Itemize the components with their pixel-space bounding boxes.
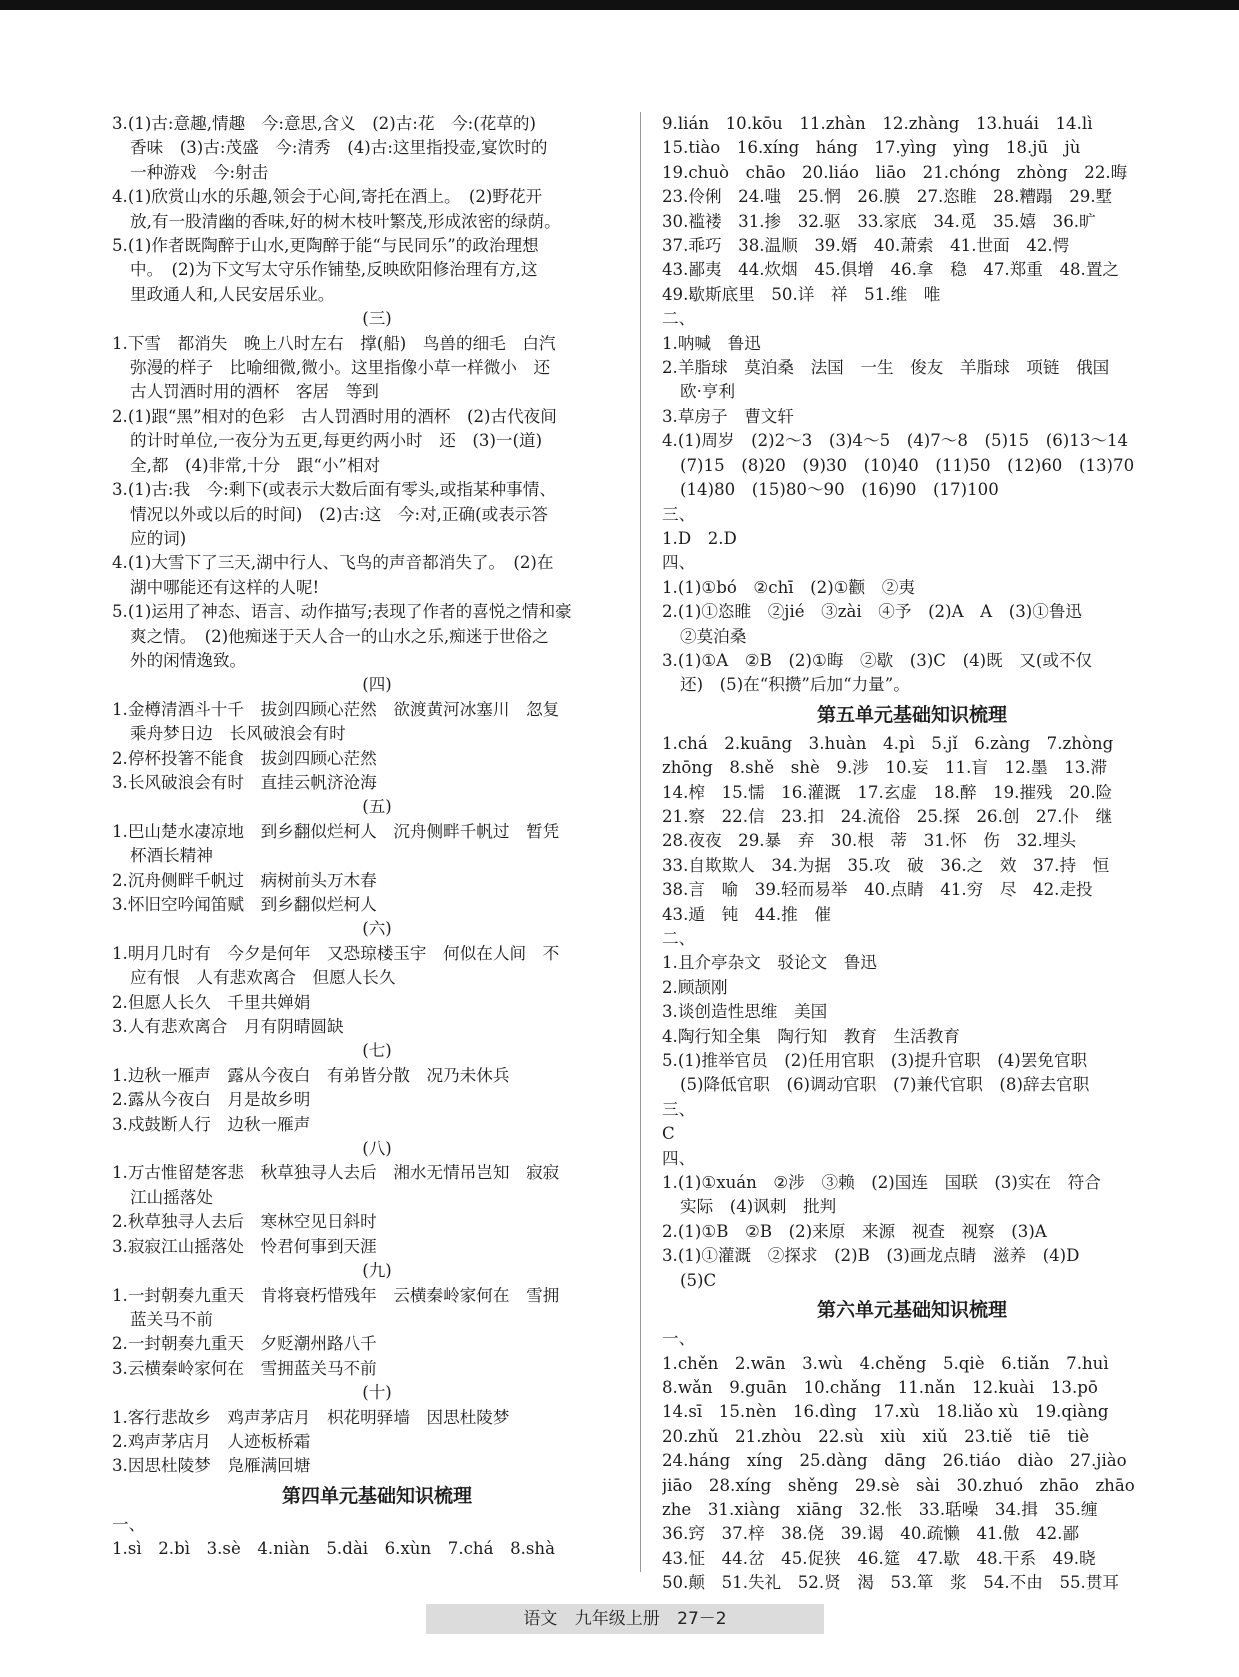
answer-line: jiāo 28.xíng shěng 29.sè sài 30.zhuó zhāo zhāo [662, 1475, 1135, 1495]
answer-line: 36.窍 37.梓 38.侥 39.谒 40.疏懒 41.傲 42.鄙 [662, 1524, 1080, 1544]
answer-line-continued: 一种游戏 今:射击 [130, 162, 269, 182]
answer-line: 1.客行悲故乡 鸡声茅店月 枳花明驿墙 因思杜陵梦 [112, 1407, 510, 1427]
answer-line-continued: (5)C [680, 1270, 717, 1290]
answer-line-continued: 中。 (2)为下文写太守乐作铺垫,反映欧阳修治理有方,这 [130, 260, 538, 280]
answer-line: 14.sī 15.nèn 16.dìng 17.xù 18.liǎo xù 19.qiàng [662, 1402, 1109, 1422]
answer-line: 四、 [662, 1148, 696, 1168]
answer-line-continued: 乘舟梦日边 长风破浪会有时 [130, 724, 346, 744]
section-heading: (五) [362, 797, 392, 817]
answer-line: 1.金樽清酒斗十千 拔剑四顾心茫然 欲渡黄河冰塞川 忽复 [112, 699, 560, 719]
section-heading: (三) [362, 309, 392, 329]
answer-line: 43.鄙夷 44.炊烟 45.俱增 46.拿 稳 47.郑重 48.置之 [662, 260, 1120, 280]
answer-line-continued: 情况以外或以后的时间) (2)古:这 今:对,正确(或表示答 [130, 504, 548, 524]
answer-line: 3.(1)古:我 今:剩下(或表示大数后面有零头,或指某种事情、 [112, 480, 556, 500]
answer-line-continued: 里政通人和,人民安居乐业。 [130, 284, 335, 304]
answer-line: 3.人有悲欢离合 月有阴晴圆缺 [112, 1017, 344, 1037]
answer-line-continued: 应有恨 人有悲欢离合 但愿人长久 [130, 968, 396, 988]
answer-line: 33.自欺欺人 34.为据 35.攻 破 36.之 效 37.持 恒 [662, 855, 1110, 875]
answer-line: zhe 31.xiàng xiāng 32.怅 33.聒噪 34.揖 35.缠 [662, 1499, 1098, 1519]
answer-line: 4.(1)欣赏山水的乐趣,领会于心间,寄托在酒上。 (2)野花开 [112, 187, 543, 207]
unit-title: 第四单元基础知识梳理 [281, 1484, 472, 1507]
answer-line: 1.sì 2.bì 3.sè 4.niàn 5.dài 6.xùn 7.chá 8.shà [112, 1539, 555, 1559]
answer-line: 2.(1)跟“黑”相对的色彩 古人罚酒时用的酒杯 (2)古代夜间 [112, 406, 557, 426]
answer-line: 1.(1)①bó ②chī (2)①颧 ②夷 [662, 577, 915, 597]
answer-line: 2.秋草独寻人去后 寒林空见日斜时 [112, 1212, 377, 1232]
answer-line: 1.chá 2.kuāng 3.huàn 4.pì 5.jǐ 6.zàng 7.zhòng [662, 733, 1114, 753]
answer-line: 3.(1)①灌溉 ②探求 (2)B (3)画龙点睛 滋养 (4)D [662, 1246, 1080, 1266]
answer-line-continued: 实际 (4)讽刺 批判 [680, 1197, 837, 1217]
answer-line-continued: 外的闲情逸致。 [130, 650, 247, 670]
answer-line-continued: (14)80 (15)80～90 (16)90 (17)100 [680, 480, 999, 500]
section-heading: (九) [362, 1261, 392, 1281]
answer-line: 1.边秋一雁声 露从今夜白 有弟皆分散 况乃未休兵 [112, 1065, 510, 1085]
answer-line: 三、 [662, 1099, 696, 1119]
answer-line-continued: 全,都 (4)非常,十分 跟“小”相对 [130, 455, 381, 475]
answer-line: 2.一封朝奏九重天 夕贬潮州路八千 [112, 1334, 377, 1354]
answer-line: 3.怀旧空吟闻笛赋 到乡翻似烂柯人 [112, 895, 377, 914]
answer-line: 9.lián 10.kōu 11.zhàn 12.zhàng 13.huái 14.lì [662, 114, 1093, 133]
answer-line: 19.chuò chāo 20.liáo liāo 21.chóng zhòng 22.晦 [662, 162, 1128, 182]
answer-line: 3.谈创造性思维 美国 [662, 1002, 828, 1022]
answer-line-continued: (5)降低官职 (6)调动官职 (7)兼代官职 (8)辞去官职 [680, 1075, 1090, 1095]
unit-title: 第六单元基础知识梳理 [816, 1299, 1007, 1322]
answer-line: 一、 [112, 1514, 146, 1534]
answer-line: 43.怔 44.岔 45.促狭 46.筵 47.歇 48.干系 49.晓 [662, 1548, 1096, 1568]
answer-line: 二、 [662, 309, 696, 329]
answer-line: 28.夜夜 29.暴 弃 30.根 蒂 31.怀 伤 32.埋头 [662, 831, 1077, 851]
answer-line: 14.榨 15.懦 16.灌溉 17.玄虚 18.醉 19.摧残 20.险 [662, 782, 1113, 802]
answer-line: 2.(1)①B ②B (2)来原 来源 视查 视察 (3)A [662, 1221, 1047, 1241]
section-heading: (八) [362, 1139, 392, 1159]
right-column [662, 112, 1162, 1596]
answer-line-continued: 应的词) [130, 528, 187, 548]
answer-line: 4.(1)周岁 (2)2～3 (3)4～5 (4)7～8 (5)15 (6)13～14 [662, 431, 1129, 451]
section-heading: (七) [362, 1041, 392, 1061]
answer-line: 5.(1)推举官员 (2)任用官职 (3)提升官职 (4)罢免官职 [662, 1051, 1088, 1071]
answer-line: 15.tiào 16.xíng háng 17.yìng yìng 18.jū jù [662, 138, 1081, 158]
answer-line: 24.háng xíng 25.dàng dāng 26.tiáo diào 27.jiào [662, 1451, 1127, 1471]
section-heading: (六) [362, 919, 392, 939]
answer-line: 1.且介亭杂文 驳论文 鲁迅 [662, 953, 877, 973]
answer-line: 2.沉舟侧畔千帆过 病树前头万木春 [112, 870, 377, 890]
answer-line-continued: 还) (5)在“积攒”后加“力量”。 [680, 675, 910, 695]
answer-line: 3.因思杜陵梦 凫雁满回塘 [112, 1456, 311, 1476]
section-heading: (四) [362, 675, 392, 695]
answer-line-continued: 江山摇落处 [130, 1187, 213, 1207]
answer-line: 1.万古惟留楚客悲 秋草独寻人去后 湘水无情吊岂知 寂寂 [112, 1163, 560, 1183]
answer-line: 一、 [662, 1329, 696, 1349]
answer-line: 3.(1)①A ②B (2)①晦 ②歇 (3)C (4)既 又(或不仅 [662, 650, 1093, 670]
answer-line-continued: 古人罚酒时用的酒杯 客居 等到 [130, 382, 379, 402]
answer-line: 2.停杯投箸不能食 拔剑四顾心茫然 [112, 748, 377, 768]
answer-line: 23.伶俐 24.嗤 25.惘 26.膜 27.恣睢 28.糟蹋 29.墅 [662, 187, 1113, 207]
answer-line: 4.陶行知全集 陶行知 教育 生活教育 [662, 1026, 960, 1046]
answer-line: 2.但愿人长久 千里共婵娟 [112, 992, 311, 1012]
answer-line: 1.下雪 都消失 晚上八时左右 撑(船) 鸟兽的细毛 白汽 [112, 333, 556, 353]
answer-line: 5.(1)作者既陶醉于山水,更陶醉于能“与民同乐”的政治理想 [112, 236, 539, 256]
answer-line: 1.chěn 2.wān 3.wù 4.chěng 5.qiè 6.tiǎn 7.huì [662, 1353, 1109, 1373]
footer-page-number: 27－2 [677, 1609, 727, 1629]
answer-line: 三、 [662, 504, 696, 524]
answer-line: 二、 [662, 929, 696, 948]
answer-line: 37.乖巧 38.温顺 39.婿 40.萧索 41.世面 42.愕 [662, 236, 1070, 256]
answer-line: 50.颠 51.失礼 52.贤 渴 53.箪 浆 54.不由 55.贯耳 [662, 1573, 1120, 1593]
answer-line-continued: 欧·亨利 [680, 382, 736, 402]
answer-line-continued: 杯酒长精神 [130, 846, 213, 866]
answer-line: 1.明月几时有 今夕是何年 又恐琼楼玉宇 何似在人间 不 [112, 943, 560, 963]
answer-line: 20.zhǔ 21.zhòu 22.sù xiù xiǔ 23.tiě tiē tiè [662, 1426, 1090, 1446]
answer-line: 8.wǎn 9.guān 10.chǎng 11.nǎn 12.kuài 13.pō [662, 1377, 1098, 1397]
answer-line: 38.言 喻 39.轻而易举 40.点睛 41.穷 尽 42.走投 [662, 880, 1093, 900]
answer-line: 2.顾颉刚 [662, 977, 728, 997]
answer-line: C [662, 1124, 675, 1144]
answer-line: 3.(1)古:意趣,情趣 今:意思,含义 (2)古:花 今:(花草的) [112, 114, 536, 133]
answer-line: 2.羊脂球 莫泊桑 法国 一生 俊友 羊脂球 项链 俄国 [662, 358, 1110, 378]
answer-line: 30.褴褛 31.掺 32.驱 33.家底 34.觅 35.嬉 36.旷 [662, 211, 1096, 231]
answer-line-continued: ②莫泊桑 [680, 626, 747, 646]
answer-line-continued: 弥漫的样子 比喻细微,微小。这里指像小草一样微小 还 [130, 358, 551, 378]
answer-line: 21.察 22.信 23.扣 24.流俗 25.探 26.创 27.仆 继 [662, 806, 1113, 826]
footer-subject: 语文 [523, 1609, 558, 1629]
answer-line: 1.D 2.D [662, 528, 737, 548]
answer-line-continued: 爽之情。 (2)他痴迷于天人合一的山水之乐,痴迷于世俗之 [130, 626, 549, 646]
answer-line: 1.(1)①xuán ②涉 ③赖 (2)国连 国联 (3)实在 符合 [662, 1173, 1101, 1193]
answer-line-continued: 湖中哪能还有这样的人呢! [130, 577, 320, 597]
answer-line: 3.云横秦岭家何在 雪拥蓝关马不前 [112, 1358, 377, 1378]
answer-line-continued: 蓝关马不前 [130, 1309, 213, 1329]
answer-line: 四、 [662, 553, 696, 573]
answer-line: zhōng 8.shě shè 9.涉 10.妄 11.盲 12.墨 13.滞 [662, 758, 1108, 778]
answer-line: 3.长风破浪会有时 直挂云帆济沧海 [112, 772, 377, 792]
answer-line: 43.遁 钝 44.推 催 [662, 904, 831, 924]
answer-line: 3.戍鼓断人行 边秋一雁声 [112, 1114, 311, 1134]
answer-line: 1.呐喊 鲁迅 [662, 333, 761, 353]
answer-line: 3.草房子 曹文轩 [662, 406, 794, 426]
answer-line: 4.(1)大雪下了三天,湖中行人、飞鸟的声音都消失了。 (2)在 [112, 553, 554, 573]
answer-line-continued: (7)15 (8)20 (9)30 (10)40 (11)50 (12)60 (13)70 [680, 455, 1135, 475]
answer-line: 1.一封朝奏九重天 肯将衰朽惜残年 云横秦岭家何在 雪拥 [112, 1285, 560, 1305]
answer-line: 2.(1)①恣睢 ②jié ③zài ④予 (2)A A (3)①鲁迅 [662, 602, 1083, 622]
answer-line-continued: 香味 (3)古:茂盛 今:清秀 (4)古:这里指投壶,宴饮时的 [130, 138, 548, 158]
answer-line: 49.歇斯底里 50.详 祥 51.维 唯 [662, 284, 941, 304]
page-footer [426, 1604, 824, 1634]
answer-line-continued: 放,有一股清幽的香味,好的树木枝叶繁茂,形成浓密的绿荫。 [130, 211, 561, 231]
unit-title: 第五单元基础知识梳理 [816, 703, 1007, 726]
left-column [112, 112, 642, 1562]
answer-line: 5.(1)运用了神态、语言、动作描写;表现了作者的喜悦之情和豪 [112, 602, 572, 622]
footer-grade: 九年级上册 [574, 1609, 660, 1629]
section-heading: (十) [362, 1383, 392, 1403]
answer-line-continued: 的计时单位,一夜分为五更,每更约两小时 还 (3)一(道) [130, 431, 543, 451]
answer-line: 3.寂寂江山摇落处 怜君何事到天涯 [112, 1236, 377, 1256]
scan-top-border [0, 0, 1239, 10]
answer-line: 2.露从今夜白 月是故乡明 [112, 1090, 311, 1110]
answer-line: 2.鸡声茅店月 人迹板桥霜 [112, 1431, 311, 1451]
answer-line: 1.巴山楚水凄凉地 到乡翻似烂柯人 沉舟侧畔千帆过 暂凭 [112, 821, 560, 841]
column-divider [640, 112, 641, 1572]
